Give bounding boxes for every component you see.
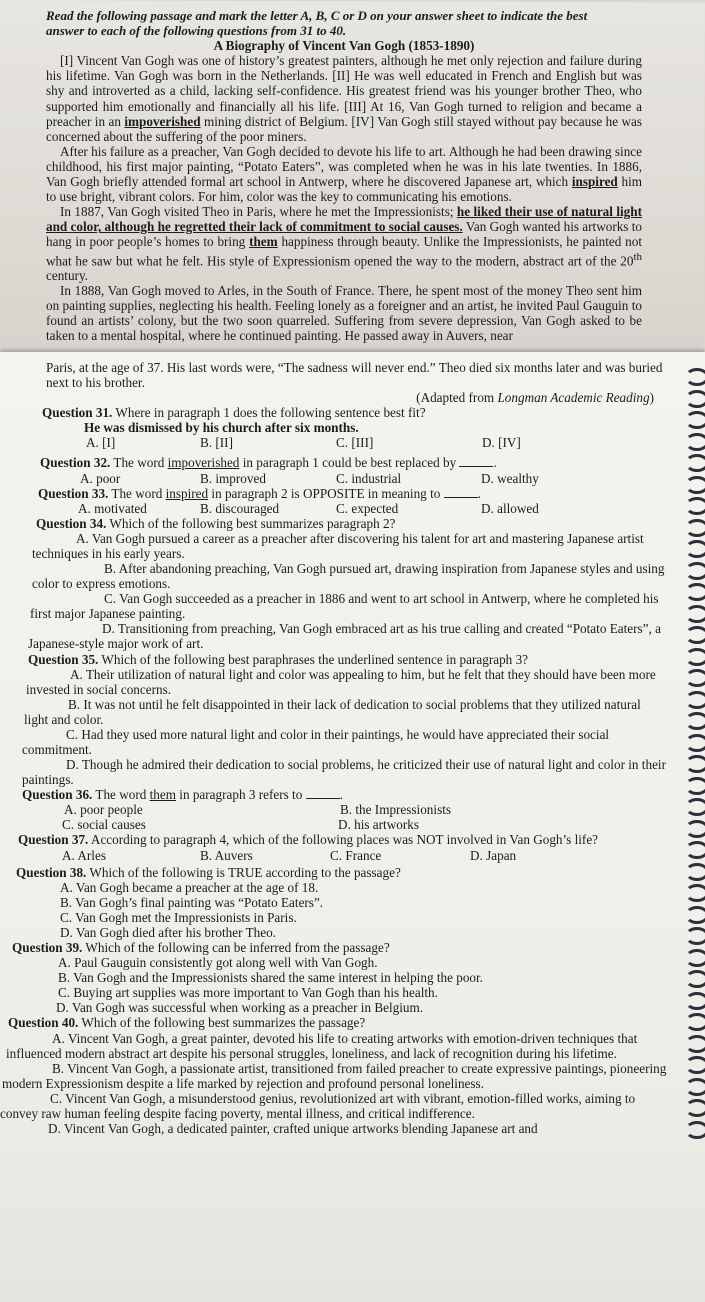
passage-title: A Biography of Vincent Van Gogh (1853-1890) xyxy=(213,38,475,54)
q38-option-c[interactable]: C. Van Gogh met the Impressionists in Paris. xyxy=(60,909,297,925)
q38-option-d[interactable]: D. Van Gogh died after his brother Theo. xyxy=(60,924,276,940)
question-31: Question 31. Where in paragraph 1 does the following sentence best fit? xyxy=(42,405,426,421)
word-impoverished: impoverished xyxy=(124,113,201,129)
word-them: them xyxy=(249,234,278,250)
spiral-ring xyxy=(685,562,705,580)
question-39: Question 39. Which of the following can be inferred from the passage? xyxy=(12,940,390,955)
spiral-ring xyxy=(685,970,705,988)
paragraph-2: After his failure as a preacher, Van Gogh decided to devote his life to art. Although he had been drawing since childhood, his first major painting, “Potato Eaters”, was completed when he was in his late twenties. In 1886, Van Gogh briefly attended formal art school in Antwerp, where he discovered Japanese art, which inspired him to use bright, vibrant colors. For him, color was the key to communicating his emotions. xyxy=(46,143,642,205)
spiral-ring xyxy=(685,1121,705,1139)
spiral-ring xyxy=(685,777,705,795)
q36-option-b[interactable]: B. the Impressionists xyxy=(340,802,451,818)
q38-option-b[interactable]: B. Van Gogh’s final painting was “Potato Eaters”. xyxy=(60,894,324,910)
paragraph-1: [I] Vincent Van Gogh was one of history’s greatest painters, although he met only rejection and failure during his lifetime. Van Gogh was born in the Netherlands. [II] He was well educated in French and English but was shy and introverted as a child, lacking self-confidence. His greatest friend was his younger brother Theo, who supported him emotionally and financially all his life. [III] At 16, Van Gogh turned to religion and became a preacher in an impoverished mining district of Belgium. [IV] Van Gogh still stayed without pay because he was concerned about the suffering of the poor miners. xyxy=(46,53,642,144)
source-citation: (Adapted from Longman Academic Reading) xyxy=(416,390,654,406)
spiral-ring xyxy=(685,755,705,773)
q39-option-a[interactable]: A. Paul Gauguin consistently got along well with Van Gogh. xyxy=(58,955,378,971)
q33-option-c[interactable]: C. expected xyxy=(336,500,399,516)
q36-options-row-1 xyxy=(0,802,668,817)
q37-option-d[interactable]: D. Japan xyxy=(470,847,517,863)
spiral-ring xyxy=(685,1056,705,1074)
q38-option-a[interactable]: A. Van Gogh became a preacher at the age of 18. xyxy=(60,879,319,895)
q34-option-d[interactable]: D. Transitioning from preaching, Van Gogh embraced art as his true calling and created “Potato Eaters”, a Japanese-style major work of art. xyxy=(28,621,661,652)
spiral-ring xyxy=(685,626,705,644)
q37-option-a[interactable]: A. Arles xyxy=(62,847,106,863)
q33-option-a[interactable]: A. motivated xyxy=(78,500,147,516)
question-37: Question 37. According to paragraph 4, which of the following places was NOT involved in Van Gogh’s life? xyxy=(18,832,599,848)
q34-option-b[interactable]: B. After abandoning preaching, Van Gogh pursued art, drawing inspiration from Japanese styles and using color to express emotions. xyxy=(32,560,665,592)
spiral-ring xyxy=(685,798,705,816)
spiral-ring xyxy=(685,820,705,838)
q31-option-a[interactable]: A. [I] xyxy=(86,435,116,451)
q33-option-d[interactable]: D. allowed xyxy=(481,500,539,516)
spiral-binding xyxy=(681,360,705,1302)
spiral-ring xyxy=(685,712,705,730)
spiral-ring xyxy=(685,433,705,451)
spiral-ring xyxy=(685,1078,705,1096)
question-40: Question 40. Which of the following best summarizes the passage? xyxy=(8,1015,366,1031)
q35-option-a[interactable]: A. Their utilization of natural light and color was appealing to him, but he felt that they should have been more invested in social concerns. xyxy=(26,666,656,697)
q32-option-d[interactable]: D. wealthy xyxy=(481,470,539,486)
spiral-ring xyxy=(685,497,705,515)
question-38: Question 38. Which of the following is TRUE according to the passage? xyxy=(16,864,401,880)
q37-option-c[interactable]: C. France xyxy=(330,847,382,863)
spiral-ring xyxy=(685,884,705,902)
spiral-ring xyxy=(685,368,705,386)
spiral-ring xyxy=(685,734,705,752)
q40-option-b[interactable]: B. Vincent Van Gogh, a passionate artist, transitioned from failed preacher to create expressive paintings, pioneering modern Expressionism despite a life marked by rejection and profound personal loneliness. xyxy=(2,1060,667,1091)
q40-option-c[interactable]: C. Vincent Van Gogh, a misunderstood genius, revolutionized art with vibrant, emotion-filled works, aiming to convey raw human feeling despite facing poverty, mental illness, and critical indifference. xyxy=(0,1090,636,1122)
q36-option-d[interactable]: D. his artworks xyxy=(338,817,419,833)
spiral-ring xyxy=(685,1099,705,1117)
spiral-ring xyxy=(685,927,705,945)
q35-option-c[interactable]: C. Had they used more natural light and color in their paintings, he would have appreciated their social commitment. xyxy=(22,726,610,758)
q33-option-b[interactable]: B. discouraged xyxy=(200,500,280,516)
q31-options xyxy=(0,435,668,455)
q34-option-c[interactable]: C. Van Gogh succeeded as a preacher in 1886 and went to art school in Antwerp, where he completed his first major Japanese painting. xyxy=(30,591,659,622)
spiral-ring xyxy=(685,691,705,709)
q33-options xyxy=(0,501,668,516)
instruction-line-1: Read the following passage and mark the letter A, B, C or D on your answer sheet to indicate the best xyxy=(46,8,588,23)
paragraph-3: In 1887, Van Gogh visited Theo in Paris, where he met the Impressionists; he liked their use of natural light and color, although he regretted their lack of commitment to social causes. Van Gogh wanted his artworks to hang in poor people’s homes to bring them happiness through beauty. Unlike the Impressionists, he painted not what he saw but what he felt. His style of Expressionism opened the way to the modern, abstract art of the 20th century. xyxy=(46,204,643,283)
spiral-ring xyxy=(685,1035,705,1053)
question-34: Question 34. Which of the following best summarizes paragraph 2? xyxy=(36,515,396,531)
q31-option-b[interactable]: B. [II] xyxy=(200,435,233,451)
q39-option-d[interactable]: D. Van Gogh was successful when working as a preacher in Belgium. xyxy=(56,1000,424,1016)
q36-option-a[interactable]: A. poor people xyxy=(64,802,143,818)
spiral-ring xyxy=(685,949,705,967)
spiral-ring xyxy=(685,669,705,687)
word-inspired: inspired xyxy=(571,174,618,190)
spiral-ring xyxy=(685,906,705,924)
spiral-ring xyxy=(685,390,705,408)
spiral-ring xyxy=(685,648,705,666)
spiral-ring xyxy=(685,476,705,494)
q32-options xyxy=(0,471,668,486)
passage-top-section xyxy=(46,8,642,343)
q39-option-c[interactable]: C. Buying art supplies was more important to Van Gogh than his health. xyxy=(58,985,438,1001)
spiral-ring xyxy=(685,863,705,881)
q37-options xyxy=(0,848,668,865)
spiral-ring xyxy=(685,519,705,537)
question-32: Question 32. The word impoverished in paragraph 1 could be best replaced by . xyxy=(40,455,497,471)
q36-options-row-2 xyxy=(0,817,668,832)
question-35: Question 35. Which of the following best paraphrases the underlined sentence in paragraph 3? xyxy=(28,651,529,667)
spiral-ring xyxy=(685,605,705,623)
paragraph-4-bottom: Paris, at the age of 37. His last words were, “The sadness will never end.” Theo died six months later and was buried next to his brother. xyxy=(46,360,663,391)
spiral-ring xyxy=(685,411,705,429)
q39-option-b[interactable]: B. Van Gogh and the Impressionists shared the same interest in helping the poor. xyxy=(58,970,483,986)
spiral-ring xyxy=(685,841,705,859)
spiral-ring xyxy=(685,1013,705,1031)
instruction-line-2: answer to each of the following questions from 31 to 40. xyxy=(46,23,347,39)
questions-section xyxy=(0,360,668,1136)
q40-option-a[interactable]: A. Vincent Van Gogh, a great painter, devoted his life to creating artworks with emotion-driven techniques that influenced modern abstract art despite his personal struggles, loneliness, and lack of recognition during his lifetime. xyxy=(6,1030,638,1061)
paragraph-4-top: In 1888, Van Gogh moved to Arles, in the South of France. There, he spent most of the money Theo sent him on painting supplies, neglecting his health. Feeling lonely as a foreigner and an artist, he invited Paul Gauguin to found an artists’ colony, but the two soon quarreled. Suffering from severe depression, Van Gogh asked to be taken to a mental hospital, where he continued painting. He passed away in Auvers, near xyxy=(46,283,642,344)
q35-option-d[interactable]: D. Though he admired their dedication to social problems, he criticized their use of natural light and color in their paintings. xyxy=(22,757,666,788)
underlined-sentence: he liked their use of natural light and color, although he regretted their lack of commitment to social causes. xyxy=(46,204,642,235)
q32-option-c[interactable]: C. industrial xyxy=(336,470,402,486)
q31-option-c[interactable]: C. [III] xyxy=(336,435,374,451)
q37-option-b[interactable]: B. Auvers xyxy=(200,847,253,863)
q35-option-b[interactable]: B. It was not until he felt disappointed in their lack of dedication to social problems that they utilized natural light and color. xyxy=(24,696,641,727)
spiral-ring xyxy=(685,454,705,472)
q40-option-d[interactable]: D. Vincent Van Gogh, a dedicated painter, crafted unique artworks blending Japanese art and xyxy=(48,1121,538,1137)
question-33: Question 33. The word inspired in paragraph 2 is OPPOSITE in meaning to . xyxy=(38,485,481,501)
spiral-ring xyxy=(685,583,705,601)
spiral-ring xyxy=(685,540,705,558)
q36-option-c[interactable]: C. social causes xyxy=(62,817,146,833)
q31-given-sentence: He was dismissed by his church after six months. xyxy=(84,420,359,436)
q34-option-a[interactable]: A. Van Gogh pursued a career as a preacher after discovering his talent for art and mastering Japanese artist techniques in his early years. xyxy=(32,530,644,561)
q32-option-b[interactable]: B. improved xyxy=(200,470,266,486)
q31-option-d[interactable]: D. [IV] xyxy=(482,435,521,451)
spiral-ring xyxy=(685,992,705,1010)
question-36: Question 36. The word them in paragraph 3 refers to . xyxy=(22,787,343,803)
q32-option-a[interactable]: A. poor xyxy=(80,470,121,486)
